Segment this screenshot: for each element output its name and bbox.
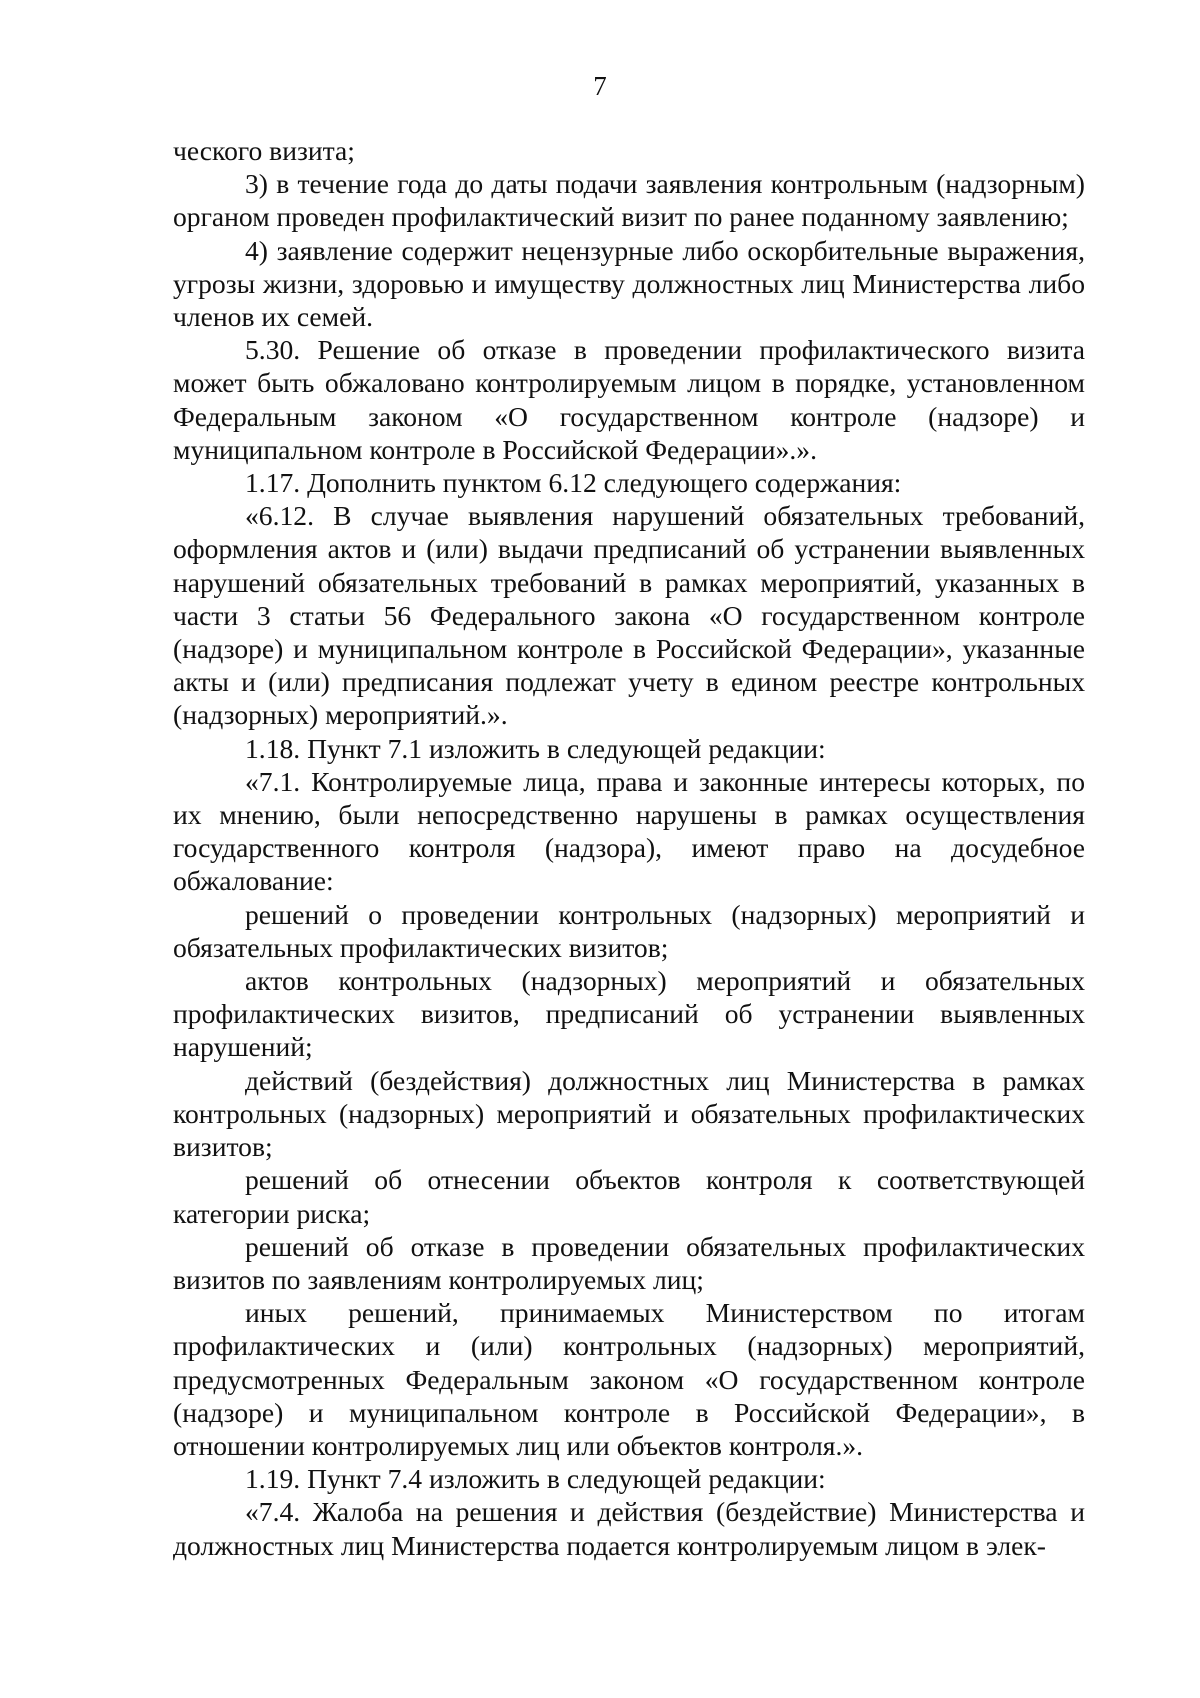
paragraph-item-4: 4) заявление содержит нецензурные либо оскорбительные выражения, угрозы жизни, здоровью и имуществу должностных лиц Министерства либо членов их семей. xyxy=(173,234,1085,333)
paragraph-continuation: ческого визита; xyxy=(173,135,355,166)
paragraph-6-12: «6.12. В случае выявления нарушений обязательных требований, оформления актов и (или) выдачи предписаний об устранении выявленных нарушений обязательных требований в рамках мероприятий, указанных в части 3 статьи 56 Федерального закона «О государственном контроле (надзоре) и муниципальном контроле в Российской Федерации», указанные акты и (или) предписания подлежат учету в едином реестре контрольных (надзорных) мероприятий.». xyxy=(173,500,1085,731)
paragraph-1-18: 1.18. Пункт 7.1 изложить в следующей редакции: xyxy=(245,732,826,764)
page-number: 7 xyxy=(593,71,607,101)
paragraph-list-item: иных решений, принимаемых Министерством по итогам профилактических и (или) контрольных (надзорных) мероприятий, предусмотренных Федеральным законом «О государственном контроле (надзоре) и муниципальном контроле в Российской Федерации», в отношении контролируемых лиц или объектов контроля.». xyxy=(173,1297,1085,1461)
paragraph-list-item: решений об отнесении объектов контроля к соответствующей категории риска; xyxy=(173,1164,1085,1229)
paragraph-list-item: решений об отказе в проведении обязательных профилактических визитов по заявлениям контролируемых лиц; xyxy=(173,1230,1085,1295)
paragraph-7-4: «7.4. Жалоба на решения и действия (бездействие) Министерства и должностных лиц Министерства подается контролируемым лицом в элек- xyxy=(173,1496,1085,1561)
paragraph-1-17: 1.17. Дополнить пунктом 6.12 следующего содержания: xyxy=(245,467,902,499)
paragraph-5-30: 5.30. Решение об отказе в проведении профилактического визита может быть обжаловано контролируемым лицом в порядке, установленном Федеральным законом «О государственном контроле (надзоре) и муниципальном контроле в Российской Федерации».». xyxy=(173,334,1085,465)
document-body xyxy=(173,134,1085,1562)
paragraph-7-1: «7.1. Контролируемые лица, права и законные интересы которых, по их мнению, были непосредственно нарушены в рамках осуществления государственного контроля (надзора), имеют право на досудебное обжалование: xyxy=(173,765,1085,897)
paragraph-1-19: 1.19. Пункт 7.4 изложить в следующей редакции: xyxy=(245,1463,826,1495)
paragraph-item-3: 3) в течение года до даты подачи заявления контрольным (надзорным) органом проведен профилактический визит по ранее поданному заявлению; xyxy=(173,168,1085,233)
paragraph-list-item: решений о проведении контрольных (надзорных) мероприятий и обязательных профилактических визитов; xyxy=(173,898,1085,963)
paragraph-list-item: актов контрольных (надзорных) мероприятий и обязательных профилактических визитов, предписаний об устранении выявленных нарушений; xyxy=(173,965,1085,1063)
paragraph-list-item: действий (бездействия) должностных лиц Министерства в рамках контрольных (надзорных) мероприятий и обязательных профилактических визитов; xyxy=(173,1064,1085,1163)
